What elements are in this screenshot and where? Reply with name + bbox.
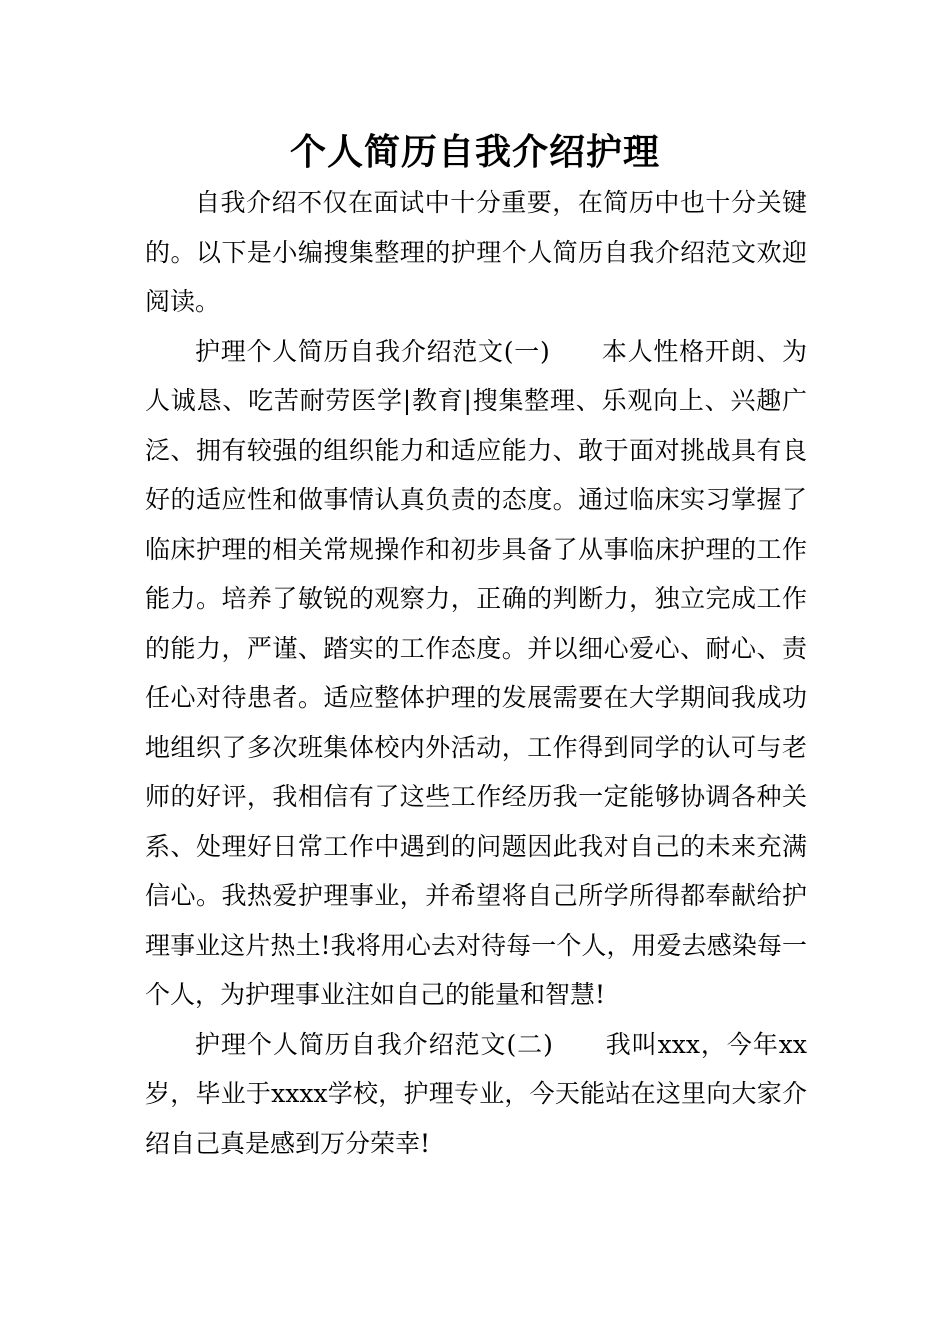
sample-two-paragraph: 护理个人简历自我介绍范文(二) 我叫xxx，今年xx岁，毕业于xxxx学校，护理专业，今天能站在这里向大家介绍自己真是感到万分荣幸! [145,1029,807,1158]
document-body [145,178,807,1168]
intro-paragraph: 自我介绍不仅在面试中十分重要，在简历中也十分关键的。以下是小编搜集整理的护理个人简历自我介绍范文欢迎阅读。 [145,188,807,316]
sample-one-paragraph: 护理个人简历自我介绍范文(一) 本人性格开朗、为人诚恳、吃苦耐劳医学|教育|搜集整理、乐观向上、兴趣广泛、拥有较强的组织能力和适应能力、敢于面对挑战具有良好的适应性和做事情认真负责的态度。通过临床实习掌握了临床护理的相关常规操作和初步具备了从事临床护理的工作能力。培养了敏锐的观察力，正确的判断力，独立完成工作的能力，严谨、踏实的工作态度。并以细心爱心、耐心、责任心对待患者。适应整体护理的发展需要在大学期间我成功地组织了多次班集体校内外活动，工作得到同学的认可与老师的好评，我相信有了这些工作经历我一定能够协调各种关系、处理好日常工作中遇到的问题因此我对自己的未来充满信心。我热爱护理事业，并希望将自己所学所得都奉献给护理事业这片热土!我将用心去对待每一个人，用爱去感染每一个人，为护理事业注如自己的能量和智慧! [145,336,807,1009]
document-title: 个人简历自我介绍护理 [289,131,660,173]
